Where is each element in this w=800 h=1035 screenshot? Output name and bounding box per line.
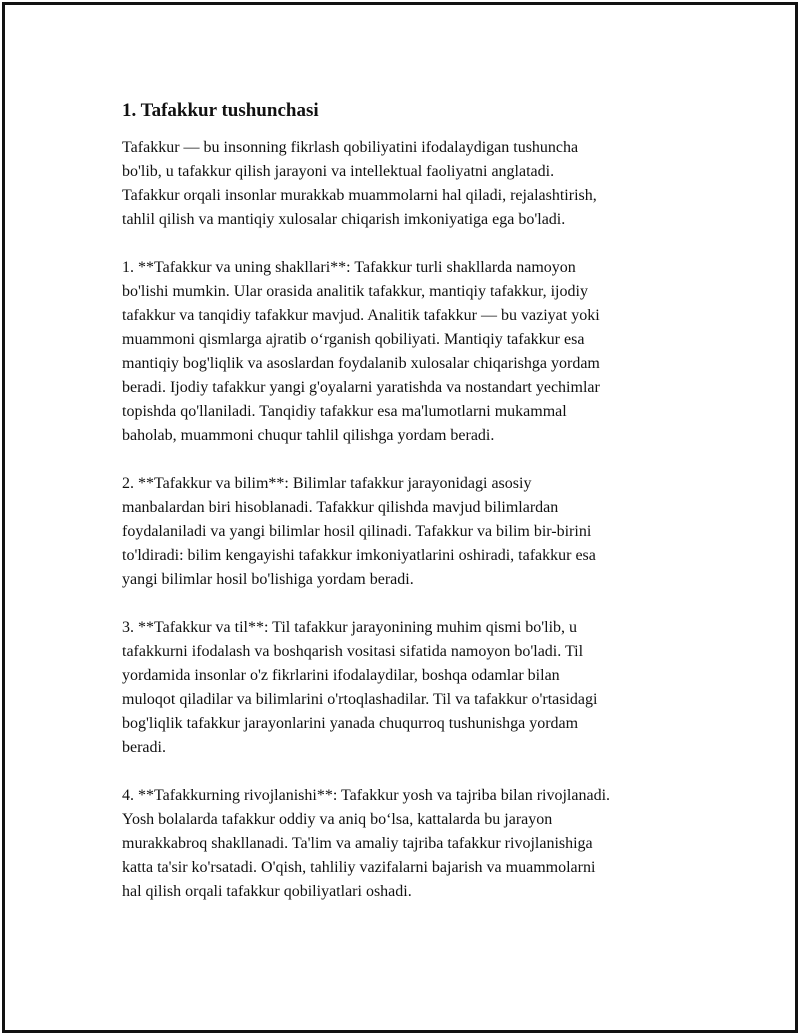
text-line: baholab, muammoni chuqur tahlil qilishga yordam beradi. bbox=[122, 427, 495, 444]
text-line: beradi. Ijodiy tafakkur yangi g'oyalarni yaratishda va nostandart yechimlar bbox=[122, 379, 600, 396]
text-line: tahlil qilish va mantiqiy xulosalar chiqarish imkoniyatiga ega bo'ladi. bbox=[122, 211, 566, 228]
text-line: mantiqiy bog'liqlik va asoslardan foydalanib xulosalar chiqarishga yordam bbox=[122, 355, 600, 372]
text-line: Yosh bolalarda tafakkur oddiy va aniq bo‘lsa, kattalarda bu jarayon bbox=[122, 811, 553, 828]
text-line: bog'liqlik tafakkur jarayonlarini yanada chuqurroq tushunishga yordam bbox=[122, 715, 579, 732]
text-line: tafakkurni ifodalash va boshqarish vositasi sifatida namoyon bo'ladi. Til bbox=[122, 643, 584, 660]
paragraph-item-1 bbox=[122, 256, 702, 448]
text-line: tafakkur va tanqidiy tafakkur mavjud. Analitik tafakkur — bu vaziyat yoki bbox=[122, 307, 600, 324]
paragraph-intro bbox=[122, 136, 702, 232]
text-line: katta ta'sir ko'rsatadi. O'qish, tahliliy vazifalarni bajarish va muammolarni bbox=[122, 859, 596, 876]
paragraph-item-2 bbox=[122, 472, 702, 592]
text-line: manbalardan biri hisoblanadi. Tafakkur qilishda mavjud bilimlardan bbox=[122, 499, 559, 516]
text-line: yangi bilimlar hosil bo'lishiga yordam beradi. bbox=[122, 571, 414, 588]
text-line: foydalaniladi va yangi bilimlar hosil qilinadi. Tafakkur va bilim bir-birini bbox=[122, 523, 592, 540]
text-line: Tafakkur orqali insonlar murakkab muammolarni hal qiladi, rejalashtirish, bbox=[122, 187, 597, 204]
paragraph-item-4 bbox=[122, 784, 702, 904]
text-line: yordamida insonlar o'z fikrlarini ifodalaydilar, boshqa odamlar bilan bbox=[122, 667, 560, 684]
text-line: 3. **Tafakkur va til**: Til tafakkur jarayonining muhim qismi bo'lib, u bbox=[122, 619, 578, 636]
text-line: hal qilish orqali tafakkur qobiliyatlari oshadi. bbox=[122, 883, 412, 900]
page-frame bbox=[2, 2, 798, 1033]
text-line: to'ldiradi: bilim kengayishi tafakkur imkoniyatlarini oshiradi, tafakkur esa bbox=[122, 547, 596, 564]
text-line: muloqot qiladilar va bilimlarini o'rtoqlashadilar. Til va tafakkur o'rtasidagi bbox=[122, 691, 598, 708]
text-line: beradi. bbox=[122, 739, 166, 756]
text-line: bo'lib, u tafakkur qilish jarayoni va intellektual faoliyatni anglatadi. bbox=[122, 163, 555, 180]
text-line: 1. **Tafakkur va uning shakllari**: Tafakkur turli shakllarda namoyon bbox=[122, 259, 576, 276]
text-line: 4. **Tafakkurning rivojlanishi**: Tafakkur yosh va tajriba bilan rivojlanadi. bbox=[122, 787, 611, 804]
text-line: murakkabroq shakllanadi. Ta'lim va amaliy tajriba tafakkur rivojlanishiga bbox=[122, 835, 593, 852]
text-line: Tafakkur — bu insonning fikrlash qobiliyatini ifodalaydigan tushuncha bbox=[122, 139, 579, 156]
text-line: 2. **Tafakkur va bilim**: Bilimlar tafakkur jarayonidagi asosiy bbox=[122, 475, 532, 492]
document-body bbox=[122, 98, 702, 928]
text-line: muammoni qismlarga ajratib o‘rganish qobiliyati. Mantiqiy tafakkur esa bbox=[122, 331, 585, 348]
text-line: topishda qo'llaniladi. Tanqidiy tafakkur esa ma'lumotlarni mukammal bbox=[122, 403, 567, 420]
paragraph-item-3 bbox=[122, 616, 702, 760]
text-line: bo'lishi mumkin. Ular orasida analitik tafakkur, mantiqiy tafakkur, ijodiy bbox=[122, 283, 588, 300]
section-heading: 1. Tafakkur tushunchasi bbox=[122, 100, 319, 121]
